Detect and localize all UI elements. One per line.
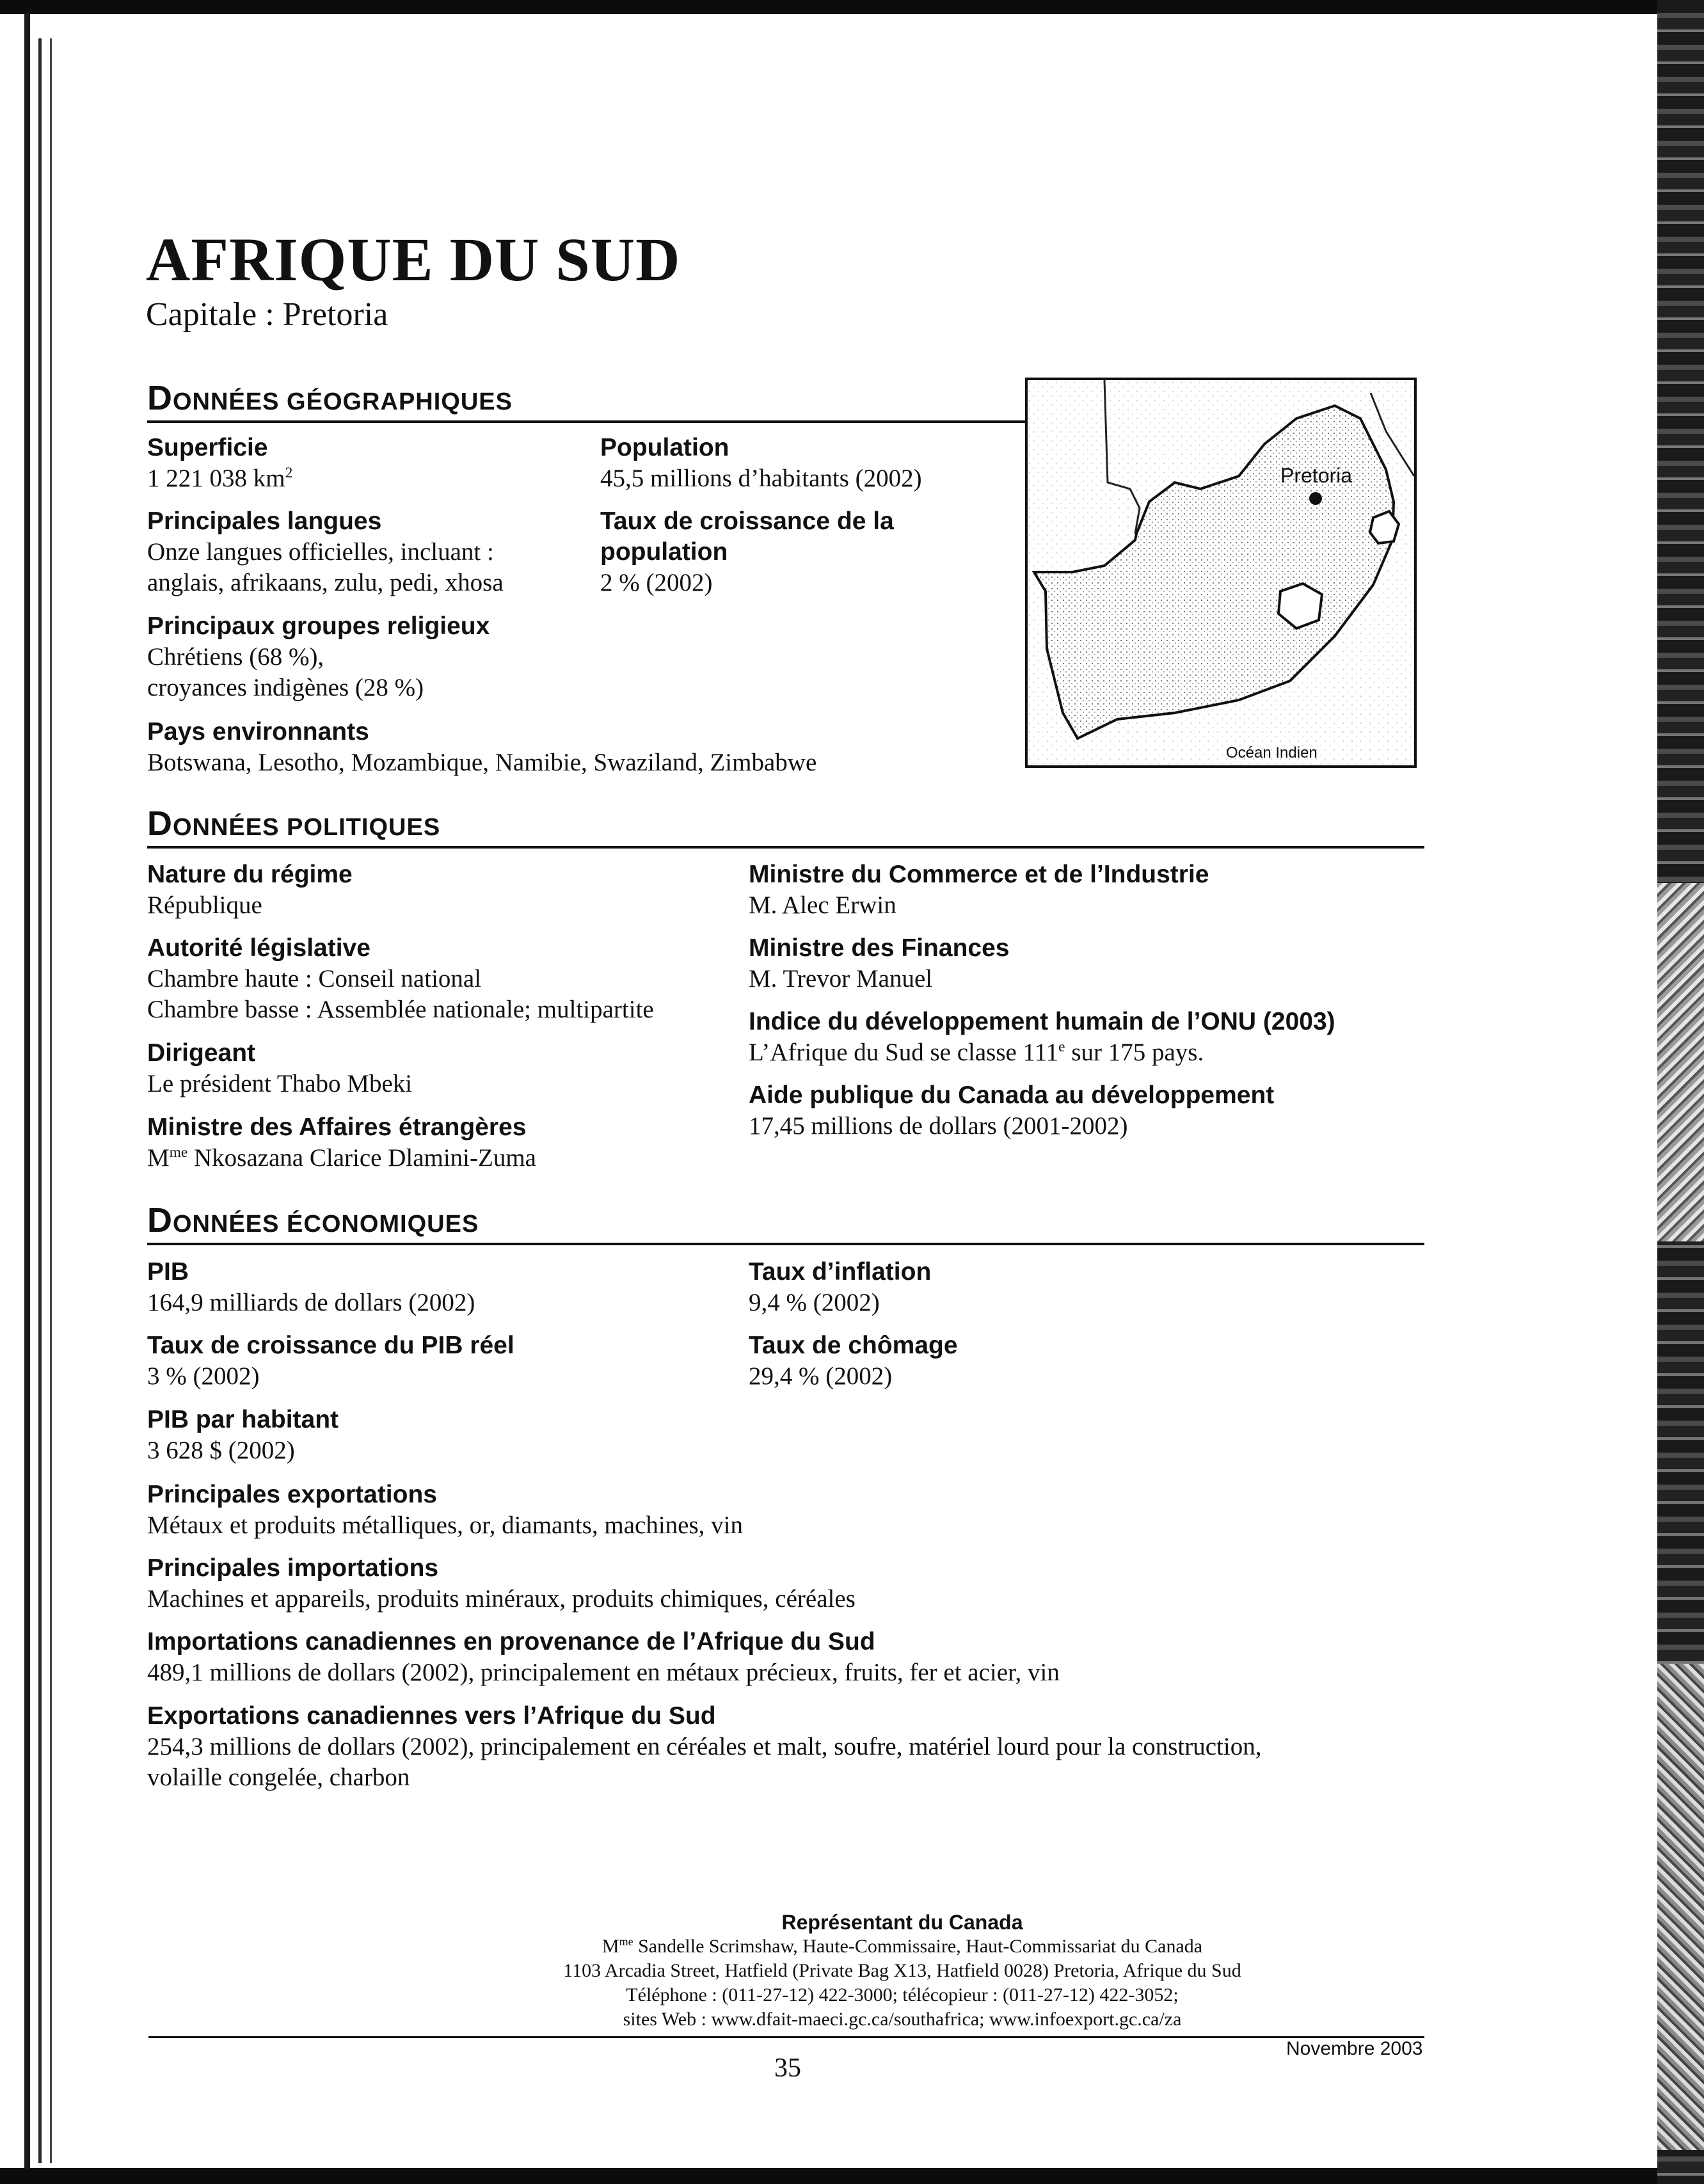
field-idh [749, 1007, 1335, 1068]
field-value: volaille congelée, charbon [147, 1764, 410, 1791]
capital-line: Capitale : Pretoria [146, 296, 388, 333]
field-value: croyances indigènes (28 %) [147, 674, 424, 701]
page-title: AFRIQUE DU SUD [146, 225, 681, 294]
map-graphic [1028, 380, 1414, 765]
field-label: Aide publique du Canada au développement [749, 1081, 1275, 1109]
field-label: Taux de croissance du PIB réel [147, 1332, 514, 1359]
field-label: Taux de chômage [749, 1332, 958, 1359]
field-exportations-canadiennes [147, 1701, 1261, 1793]
field-value: 3 % (2002) [147, 1362, 260, 1390]
footer-heading: Représentant du Canada [781, 1911, 1023, 1934]
scan-binding-line [50, 38, 52, 2163]
field-label: Importations canadiennes en provenance de l’Afrique du Sud [147, 1628, 875, 1655]
map-ocean-label: Océan Indien [1226, 744, 1318, 761]
field-affaires-etrangeres [147, 1112, 536, 1174]
field-chomage [749, 1330, 958, 1392]
scan-border-top [0, 0, 1704, 14]
field-label: Ministre des Finances [749, 934, 1010, 962]
field-label: Population [600, 434, 729, 461]
field-value: 9,4 % (2002) [749, 1289, 880, 1316]
section-heading-geography: DONNÉES GÉOGRAPHIQUES [147, 378, 1025, 423]
field-importations [147, 1553, 856, 1614]
page-number: 35 [774, 2053, 801, 2083]
field-value: M. Alec Erwin [749, 891, 896, 919]
field-label: Exportations canadiennes vers l’Afrique du Sud [147, 1702, 716, 1730]
field-religion [147, 611, 490, 703]
field-value: 45,5 millions d’habitants (2002) [600, 465, 922, 492]
scan-page-edge [1657, 883, 1704, 1241]
field-label: population [600, 538, 728, 566]
field-croissance-pib [147, 1330, 514, 1392]
field-value: Chrétiens (68 %), [147, 643, 324, 671]
field-regime [147, 859, 353, 921]
footer-line: 1103 Arcadia Street, Hatfield (Private Bag X13, Hatfield 0028) Pretoria, Afrique du Sud [563, 1960, 1241, 1981]
footer-divider [148, 2036, 1424, 2038]
field-autorite-legislative [147, 933, 654, 1025]
field-label: Indice du développement humain de l’ONU (2003) [749, 1008, 1335, 1035]
field-value: 489,1 millions de dollars (2002), principalement en métaux précieux, fruits, fer et acier, vin [147, 1659, 1060, 1686]
canada-representative-block [410, 1910, 1395, 2032]
field-value: anglais, afrikaans, zulu, pedi, xhosa [147, 569, 504, 596]
footer-line: $M^{me}$ Sandelle Scrimshaw, Haute-Commissaire, Haut-Commissariat du Canada [601, 1935, 1203, 1957]
field-value: M. Trevor Manuel [749, 965, 933, 992]
field-value: 2 % (2002) [600, 569, 713, 596]
field-label: Ministre du Commerce et de l’Industrie [749, 861, 1209, 888]
field-value: 164,9 milliards de dollars (2002) [147, 1289, 475, 1316]
field-ministre-commerce [749, 859, 1209, 921]
field-value: Onze langues officielles, incluant : [147, 538, 494, 566]
field-label: Pays environnants [147, 718, 369, 745]
field-label: Taux de croissance de la [600, 507, 894, 535]
field-label: Principales exportations [147, 1481, 437, 1508]
section-heading-politics: DONNÉES POLITIQUES [147, 803, 1424, 849]
field-value: Machines et appareils, produits minéraux, produits chimiques, céréales [147, 1585, 856, 1613]
field-label: PIB par habitant [147, 1406, 339, 1433]
field-pays-environnants [147, 717, 816, 778]
field-value: Botswana, Lesotho, Mozambique, Namibie, Swaziland, Zimbabwe [147, 749, 817, 776]
field-pib [147, 1257, 475, 1318]
map-city-label: Pretoria [1280, 464, 1353, 487]
section-heading-economy: DONNÉES ÉCONOMIQUES [147, 1200, 1424, 1245]
field-value: 17,45 millions de dollars (2001-2002) [749, 1112, 1128, 1140]
field-aide-publique [749, 1080, 1274, 1142]
field-dirigeant [147, 1038, 412, 1099]
field-label: Ministre des Affaires étrangères [147, 1113, 527, 1141]
footer-date: Novembre 2003 [1286, 2038, 1423, 2059]
field-label: Nature du régime [147, 861, 353, 888]
field-croissance-population [600, 506, 894, 598]
field-value: Chambre basse : Assemblée nationale; multipartite [147, 996, 654, 1023]
field-inflation [749, 1257, 931, 1318]
field-population [600, 433, 922, 494]
footer-line: Téléphone : (011-27-12) 422-3000; télécopieur : (011-27-12) 422-3052; [626, 1984, 1179, 2005]
field-value: Le président Thabo Mbeki [147, 1070, 413, 1097]
field-value: 1 221 038 $km^2$ [147, 465, 293, 492]
field-label: Principales langues [147, 507, 382, 535]
field-value: 29,4 % (2002) [749, 1362, 893, 1390]
field-label: Taux d’inflation [749, 1258, 932, 1286]
scan-page-edge [1657, 1664, 1704, 2150]
field-label: Principales importations [147, 1554, 439, 1582]
field-value: $M^{me}$ Nkosazana Clarice Dlamini-Zuma [147, 1144, 536, 1172]
field-ministre-finances [749, 933, 1009, 994]
field-value: Chambre haute : Conseil national [147, 965, 482, 992]
field-value: 254,3 millions de dollars (2002), principalement en céréales et malt, soufre, matériel lourd pour la construction, [147, 1733, 1262, 1760]
field-label: PIB [147, 1258, 189, 1286]
field-langues [147, 506, 504, 598]
scan-binding-line [38, 38, 42, 2163]
footer-line: sites Web : www.dfait-maeci.gc.ca/southafrica; www.infoexport.gc.ca/za [623, 2009, 1182, 2030]
field-value: 3 628 $ (2002) [147, 1437, 295, 1464]
scan-binding-line [24, 13, 30, 2169]
field-label: Dirigeant [147, 1039, 256, 1067]
field-exportations [147, 1479, 743, 1541]
field-label: Superficie [147, 434, 268, 461]
field-value: République [147, 891, 262, 919]
field-superficie [147, 433, 292, 494]
field-value: Métaux et produits métalliques, or, diamants, machines, vin [147, 1511, 743, 1539]
scan-border-bottom [0, 2168, 1704, 2184]
field-value: L’Afrique du Sud se classe 111e sur 175 pays. [749, 1039, 1204, 1066]
field-importations-canadiennes [147, 1627, 1060, 1688]
country-map [1025, 378, 1417, 768]
capital-marker [1309, 492, 1322, 505]
field-label: Autorité législative [147, 934, 370, 962]
field-label: Principaux groupes religieux [147, 612, 490, 640]
field-pib-habitant [147, 1405, 338, 1466]
